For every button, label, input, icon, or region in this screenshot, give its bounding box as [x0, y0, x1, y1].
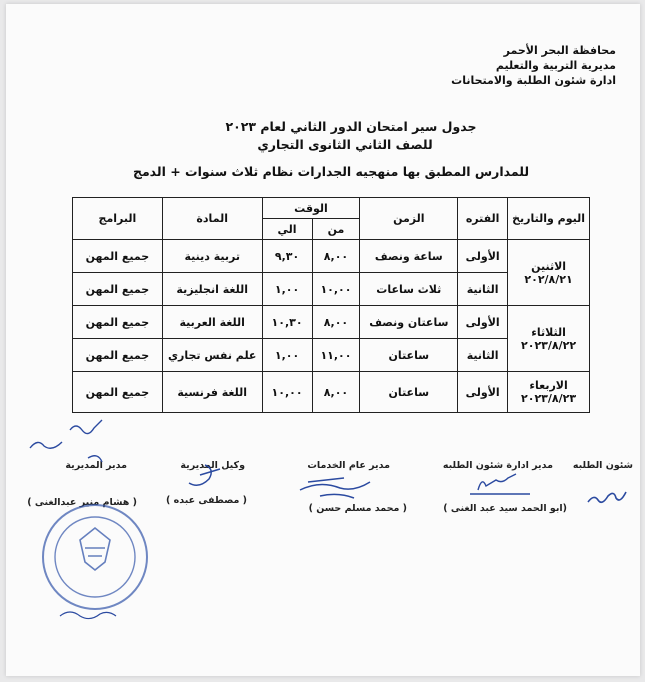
col-programs: البرامج — [73, 198, 163, 240]
programs-cell: جميع المهن — [73, 273, 163, 306]
col-subject: المادة — [162, 198, 262, 240]
day-date: ٢٠٢٣/٨/٢٢ — [521, 338, 577, 352]
from-cell: ١١,٠٠ — [312, 339, 360, 372]
eagle-emblem-icon — [80, 528, 110, 570]
programs-cell: جميع المهن — [73, 240, 163, 273]
official-stamp — [43, 505, 147, 609]
col-from: من — [312, 219, 360, 240]
subject-cell: اللغة العربية — [162, 306, 262, 339]
title-line-1: جدول سير امتحان الدور الثاني لعام ٢٠٢٣ — [225, 119, 477, 134]
to-cell: ١,٠٠ — [262, 339, 312, 372]
handwritten-signature-4 — [189, 465, 220, 485]
from-cell: ٨,٠٠ — [312, 240, 360, 273]
from-cell: ١٠,٠٠ — [312, 273, 360, 306]
col-day-date: اليوم والتاريخ — [508, 198, 590, 240]
students-director-name: (ابو الحمد سيد عبد الغنى ) — [443, 503, 567, 514]
directorate-name: ( هشام منير عبدالغنى ) — [27, 497, 137, 508]
day-name: الاثنين — [531, 259, 567, 273]
programs-cell: جميع المهن — [73, 306, 163, 339]
students-director-title: مدير ادارة شئون الطلبه — [442, 460, 553, 471]
department-line: ادارة شئون الطلبة والامتحانات — [451, 74, 616, 87]
duration-cell: ساعة ونصف — [360, 240, 458, 273]
deputy-title: وكيل المديرية — [180, 460, 245, 471]
period-cell: الأولى — [458, 306, 508, 339]
governorate-line: محافظة البحر الأحمر — [503, 44, 616, 57]
to-cell: ١٠,٣٠ — [262, 306, 312, 339]
col-duration: الزمن — [360, 198, 458, 240]
handwritten-signature-3 — [300, 478, 370, 498]
services-title: مدير عام الخدمات — [307, 460, 390, 471]
handwritten-signature-2 — [470, 474, 530, 494]
to-cell: ١,٠٠ — [262, 273, 312, 306]
services-name: ( محمد مسلم حسن ) — [308, 503, 407, 514]
students-affairs-label: شئون الطلبه — [572, 460, 633, 471]
col-period: الفتره — [458, 198, 508, 240]
col-to: الي — [262, 219, 312, 240]
handwritten-signature-1 — [588, 492, 626, 502]
directorate-line: مديرية التربية والتعليم — [495, 59, 616, 72]
title-line-3: للمدارس المطبق بها منهجيه الجدارات نظام ثلاث سنوات + الدمج — [132, 164, 530, 179]
deputy-name: ( مصطفى عبده ) — [165, 495, 247, 506]
to-cell: ١٠,٠٠ — [262, 372, 312, 413]
programs-cell: جميع المهن — [73, 339, 163, 372]
subject-cell: اللغة انجليزية — [162, 273, 262, 306]
subject-cell: تربية دينية — [162, 240, 262, 273]
handwritten-signature-5 — [30, 420, 102, 462]
duration-cell: ساعتان ونصف — [360, 306, 458, 339]
programs-cell: جميع المهن — [73, 372, 163, 413]
col-time: الوقت — [262, 198, 360, 219]
duration-cell: ساعتان — [360, 339, 458, 372]
directorate-title: مدير المديرية — [65, 460, 127, 471]
day-name: الاربعاء — [529, 379, 568, 392]
period-cell: الثانية — [458, 273, 508, 306]
duration-cell: ساعتان — [360, 372, 458, 413]
day-date: ٢٠٢٣/٨/٢٣ — [521, 392, 577, 405]
title-line-2: للصف الثاني الثانوى التجاري — [257, 137, 433, 152]
subject-cell: علم نفس تجاري — [162, 339, 262, 372]
period-cell: الأولى — [458, 240, 508, 273]
to-cell: ٩,٣٠ — [262, 240, 312, 273]
day-date: ٢٠٢/٨/٢١ — [524, 272, 573, 286]
subject-cell: اللغة فرنسية — [162, 372, 262, 413]
from-cell: ٨,٠٠ — [312, 306, 360, 339]
handwritten-note — [60, 612, 116, 619]
from-cell: ٨,٠٠ — [312, 372, 360, 413]
period-cell: الأولى — [458, 372, 508, 413]
period-cell: الثانية — [458, 339, 508, 372]
duration-cell: ثلاث ساعات — [360, 273, 458, 306]
day-name: الثلاثاء — [531, 325, 566, 339]
